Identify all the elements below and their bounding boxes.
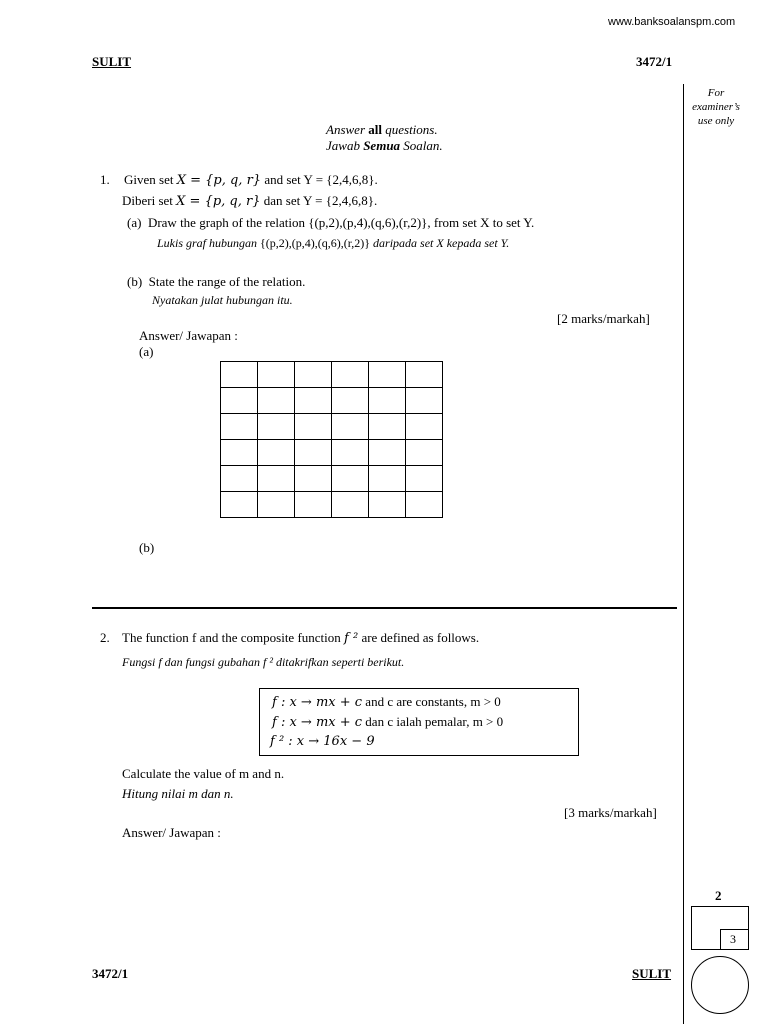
answer-grid [220, 361, 443, 518]
q1-answer-b-label: (b) [139, 540, 155, 555]
q1-marks: [2 marks/markah] [557, 311, 650, 326]
question-divider [92, 607, 677, 609]
q1b-text: (b) State the range of the relation. [127, 274, 306, 289]
q1-given-sets: Given set X = {p, q, r} and set Y = {2,4,6,8}. [124, 172, 378, 188]
function-line-1: f : x → mx + c and c are constants, m > 0 [272, 694, 501, 710]
q1a-malay: Lukis graf hubungan {(p,2),(p,4),(q,6),(r,2)} daripada set X kepada set Y. [157, 236, 510, 250]
examiner-column-divider [683, 84, 684, 1024]
header-sulit: SULIT [92, 54, 132, 69]
q2-calculate-malay: Hitung nilai m dan n. [122, 786, 234, 801]
header-paper-code: 3472/1 [636, 54, 673, 69]
instruction-english: Answer all questions. [326, 122, 438, 137]
q1b-malay: Nyatakan julat hubungan itu. [152, 293, 293, 307]
footer-paper-code: 3472/1 [92, 966, 129, 981]
question-1-number: 1. [100, 172, 110, 187]
q1-answer-label: Answer/ Jawapan : [139, 328, 238, 343]
q2-calculate: Calculate the value of m and n. [122, 766, 285, 781]
q2-text: The function f and the composite function f ² are defined as follows. [122, 630, 480, 646]
instruction-malay: Jawab Semua Soalan. [326, 138, 443, 153]
q2-marks: [3 marks/markah] [564, 805, 657, 820]
function-definition-box [259, 688, 579, 756]
function-line-3: f ² : x → 16x − 9 [270, 734, 375, 749]
function-line-2: f : x → mx + c dan c ialah pemalar, m > 0 [272, 714, 504, 730]
q2-malay: Fungsi f dan fungsi gubahan f ² ditakrifkan seperti berikut. [122, 655, 405, 669]
website-url: www.banksoalanspm.com [608, 16, 736, 28]
q1-diberi-sets: Diberi set X = {p, q, r} dan set Y = {2,4,6,8}. [122, 193, 378, 209]
marks-total: 3 [730, 932, 736, 946]
q2-answer-label: Answer/ Jawapan : [122, 825, 221, 840]
q1-answer-a-label: (a) [139, 344, 154, 359]
examiner-note: For examiner’s use only [692, 87, 740, 127]
marks-awarded: 2 [715, 888, 722, 903]
question-2-number: 2. [100, 630, 110, 645]
q1a-text: (a) Draw the graph of the relation {(p,2),(p,4),(q,6),(r,2)}, from set X to set Y. [127, 215, 535, 230]
footer-sulit: SULIT [632, 966, 672, 981]
score-circle [691, 956, 749, 1014]
